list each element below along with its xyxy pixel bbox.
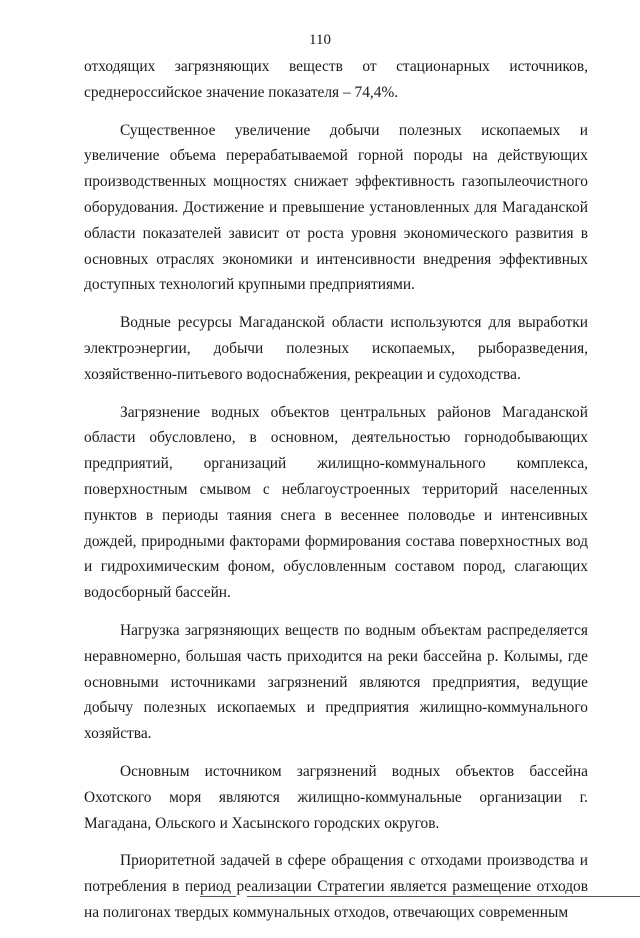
paragraph-water-pollution-central: Загрязнение водных объектов центральных районов Магаданской области обусловлено, в основном, деятельностью горнодобывающих предприятий, организаций жилищно-коммунального комплекса, поверхностным смывом с неблагоустроенных территорий населенных пунктов в периоды таяния снега в весеннее половодье и интенсивных дождей, природными факторами формирования состава поверхностных вод и гидрохимическим фоном, обусловленным составом пород, слагающих водосборный бассейн.	[84, 403, 588, 602]
paragraph-water-resources: Водные ресурсы Магаданской области используются для выработки электроэнергии, добычи полезных ископаемых, рыборазведения, хозяйственно-питьевого водоснабжения, рекреации и судоходства.	[84, 314, 588, 383]
bottom-edge-line-short	[200, 896, 236, 897]
paragraph-pollutant-load: Нагрузка загрязняющих веществ по водным объектам распределяется неравномерно, большая часть приходится на реки бассейна р. Колымы, где основными источниками загрязнений являются предприятия, ведущие добычу полезных ископаемых и предприятия жилищно-коммунального хозяйства.	[84, 621, 588, 743]
paragraph-waste-management: Приоритетной задачей в сфере обращения с отходами производства и потребления в период реализации Стратегии является размещение отходов на полигонах твердых коммунальных отходов, отвечающих современным	[84, 852, 588, 921]
document-body	[84, 54, 588, 938]
page-number: 110	[309, 32, 331, 48]
paragraph-okhotsk-basin: Основным источником загрязнений водных объектов бассейна Охотского моря являются жилищно-коммунальные организации г. Магадана, Ольского и Хасынского городских округов.	[84, 762, 588, 832]
paragraph-mining-equipment: Существенное увеличение добычи полезных ископаемых и увеличение объема перерабатываемой горной породы на действующих производственных мощностях снижает эффективность газопылеочистного оборудования. Достижение и превышение установленных для Магаданской области показателей зависит от роста уровня экономического развития в основных отраслях экономики и интенсивности внедрения эффективных доступных технологий крупными предприятиями.	[84, 121, 588, 294]
paragraph-continuation: отходящих загрязняющих веществ от стационарных источников, среднероссийское значение показателя – 74,4%.	[84, 58, 588, 101]
bottom-edge-line	[247, 896, 640, 897]
